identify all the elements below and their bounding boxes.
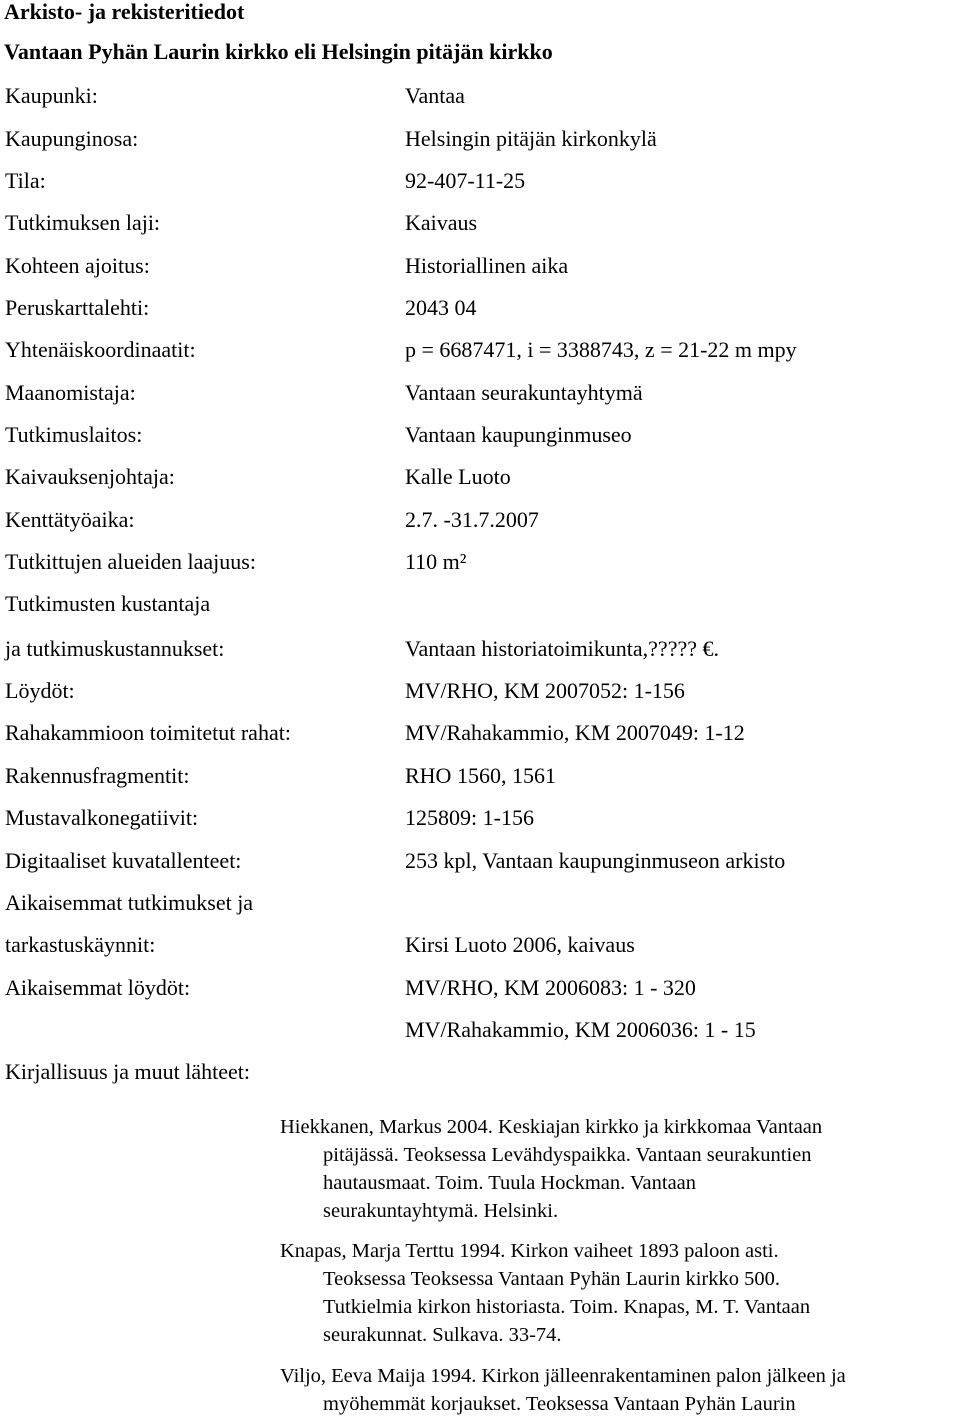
field-label: Rahakammioon toimitetut rahat: [5,720,291,745]
field-value: MV/RHO, KM 2007052: 1-156 [405,678,685,703]
reference-line: pitäjässä. Teoksessa Levähdyspaikka. Vantaan seurakuntien [323,1144,812,1166]
field-label: Peruskarttalehti: [5,295,150,320]
reference-line: Viljo, Eeva Maija 1994. Kirkon jälleenrakentaminen palon jälkeen ja [280,1365,846,1387]
field-value: 2043 04 [405,295,477,320]
field-value: p = 6687471, i = 3388743, z = 21-22 m mpy [405,337,797,362]
field-label: Aikaisemmat löydöt: [5,975,191,1000]
field-label: Kirjallisuus ja muut lähteet: [5,1059,251,1084]
field-value: Kirsi Luoto 2006, kaivaus [405,932,635,957]
field-value: Vantaan seurakuntayhtymä [405,380,643,405]
field-label: Rakennusfragmentit: [5,763,190,788]
field-label: Kaupunginosa: [5,126,139,151]
reference-line: seurakuntayhtymä. Helsinki. [323,1200,559,1222]
field-value: Vantaan historiatoimikunta,????? €. [405,636,719,661]
field-value: RHO 1560, 1561 [405,763,556,788]
document-heading: Arkisto- ja rekisteritiedot [4,0,245,24]
field-value: Vantaa [405,83,465,108]
field-value: 253 kpl, Vantaan kaupunginmuseon arkisto [405,848,786,873]
field-label: Kenttätyöaika: [5,507,135,532]
site-title: Vantaan Pyhän Laurin kirkko eli Helsingin pitäjän kirkko [4,39,553,64]
field-label: Maanomistaja: [5,380,136,405]
field-label: Tutkimusten kustantaja [5,591,211,616]
field-label: ja tutkimuskustannukset: [5,636,225,661]
field-value: 92-407-11-25 [405,168,526,193]
reference-line: hautausmaat. Toim. Tuula Hockman. Vantaan [323,1172,697,1194]
reference-line: Teoksessa Teoksessa Vantaan Pyhän Laurin kirkko 500. [323,1268,780,1290]
reference-line: Knapas, Marja Terttu 1994. Kirkon vaiheet 1893 paloon asti. [280,1240,779,1262]
field-value: 110 m² [405,549,467,574]
field-value: MV/Rahakammio, KM 2006036: 1 - 15 [405,1017,756,1042]
field-label: Kaupunki: [5,83,98,108]
field-value: 125809: 1-156 [405,805,534,830]
field-label: tarkastuskäynnit: [5,932,156,957]
reference-line: Tutkielmia kirkon historiasta. Toim. Knapas, M. T. Vantaan [323,1296,811,1318]
reference-line: seurakunnat. Sulkava. 33-74. [323,1324,562,1346]
field-label: Kaivauksenjohtaja: [5,464,175,489]
reference-line: myöhemmät korjaukset. Teoksessa Vantaan Pyhän Laurin [323,1393,796,1415]
field-value: Vantaan kaupunginmuseo [405,422,632,447]
field-value: MV/RHO, KM 2006083: 1 - 320 [405,975,696,1000]
field-value: MV/Rahakammio, KM 2007049: 1-12 [405,720,745,745]
field-label: Tutkittujen alueiden laajuus: [5,549,256,574]
field-label: Tila: [5,168,46,193]
field-label: Tutkimuksen laji: [5,210,161,235]
field-label: Digitaaliset kuvatallenteet: [5,848,242,873]
field-label: Mustavalkonegatiivit: [5,805,199,830]
field-value: Historiallinen aika [405,253,569,278]
field-value: 2.7. -31.7.2007 [405,507,539,532]
field-label: Tutkimuslaitos: [5,422,143,447]
field-label: Kohteen ajoitus: [5,253,150,278]
field-label: Löydöt: [5,678,75,703]
field-label: Aikaisemmat tutkimukset ja [5,890,254,915]
reference-line: Hiekkanen, Markus 2004. Keskiajan kirkko ja kirkkomaa Vantaan [280,1116,823,1138]
field-label: Yhtenäiskoordinaatit: [5,337,196,362]
reference-entry [280,1362,960,1418]
field-value: Kaivaus [405,210,478,235]
field-value: Kalle Luoto [405,464,511,489]
reference-entry [280,1113,960,1225]
reference-entry [280,1237,960,1349]
field-value: Helsingin pitäjän kirkonkylä [405,126,657,151]
